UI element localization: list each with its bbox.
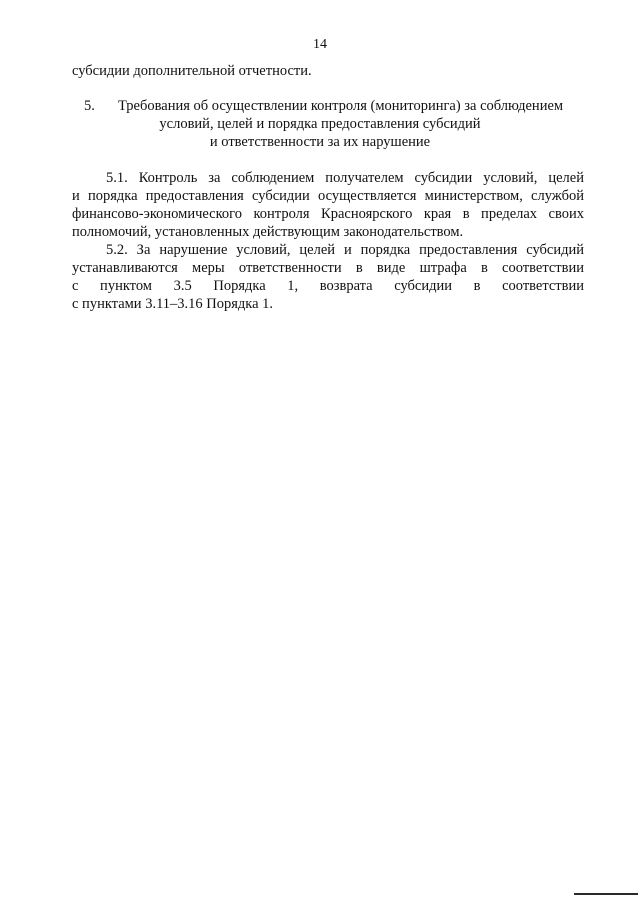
section-number: 5. xyxy=(84,98,95,114)
paragraph-5-2 xyxy=(72,241,584,313)
heading-line-3: и ответственности за их нарушение xyxy=(209,134,431,150)
heading-line-2: условий, целей и порядка предоставления субсидий xyxy=(159,116,481,132)
paragraph-line: с пунктом 3.5 Порядка 1, возврата субсидии в соответствии xyxy=(72,278,584,294)
scan-edge-mark xyxy=(574,893,638,895)
carry-over-line: субсидии дополнительной отчетности. xyxy=(72,63,312,79)
paragraph-line: 5.2. За нарушение условий, целей и порядка предоставления субсидий xyxy=(106,242,584,258)
paragraph-line: и порядка предоставления субсидии осуществляется министерством, службой xyxy=(72,188,584,204)
paragraph-line: с пунктами 3.11–3.16 Порядка 1. xyxy=(72,296,274,312)
paragraph-line: полномочий, установленных действующим законодательством. xyxy=(72,224,464,240)
heading-text-1: Требования об осуществлении контроля (мониторинга) за соблюдением xyxy=(118,98,564,114)
paragraph-5-1 xyxy=(72,169,584,241)
paragraph-line: 5.1. Контроль за соблюдением получателем субсидии условий, целей xyxy=(106,170,584,186)
page-number: 14 xyxy=(313,37,327,52)
paragraph-line: устанавливаются меры ответственности в виде штрафа в соответствии xyxy=(72,260,584,276)
paragraph-line: финансово-экономического контроля Красноярского края в пределах своих xyxy=(72,206,584,222)
